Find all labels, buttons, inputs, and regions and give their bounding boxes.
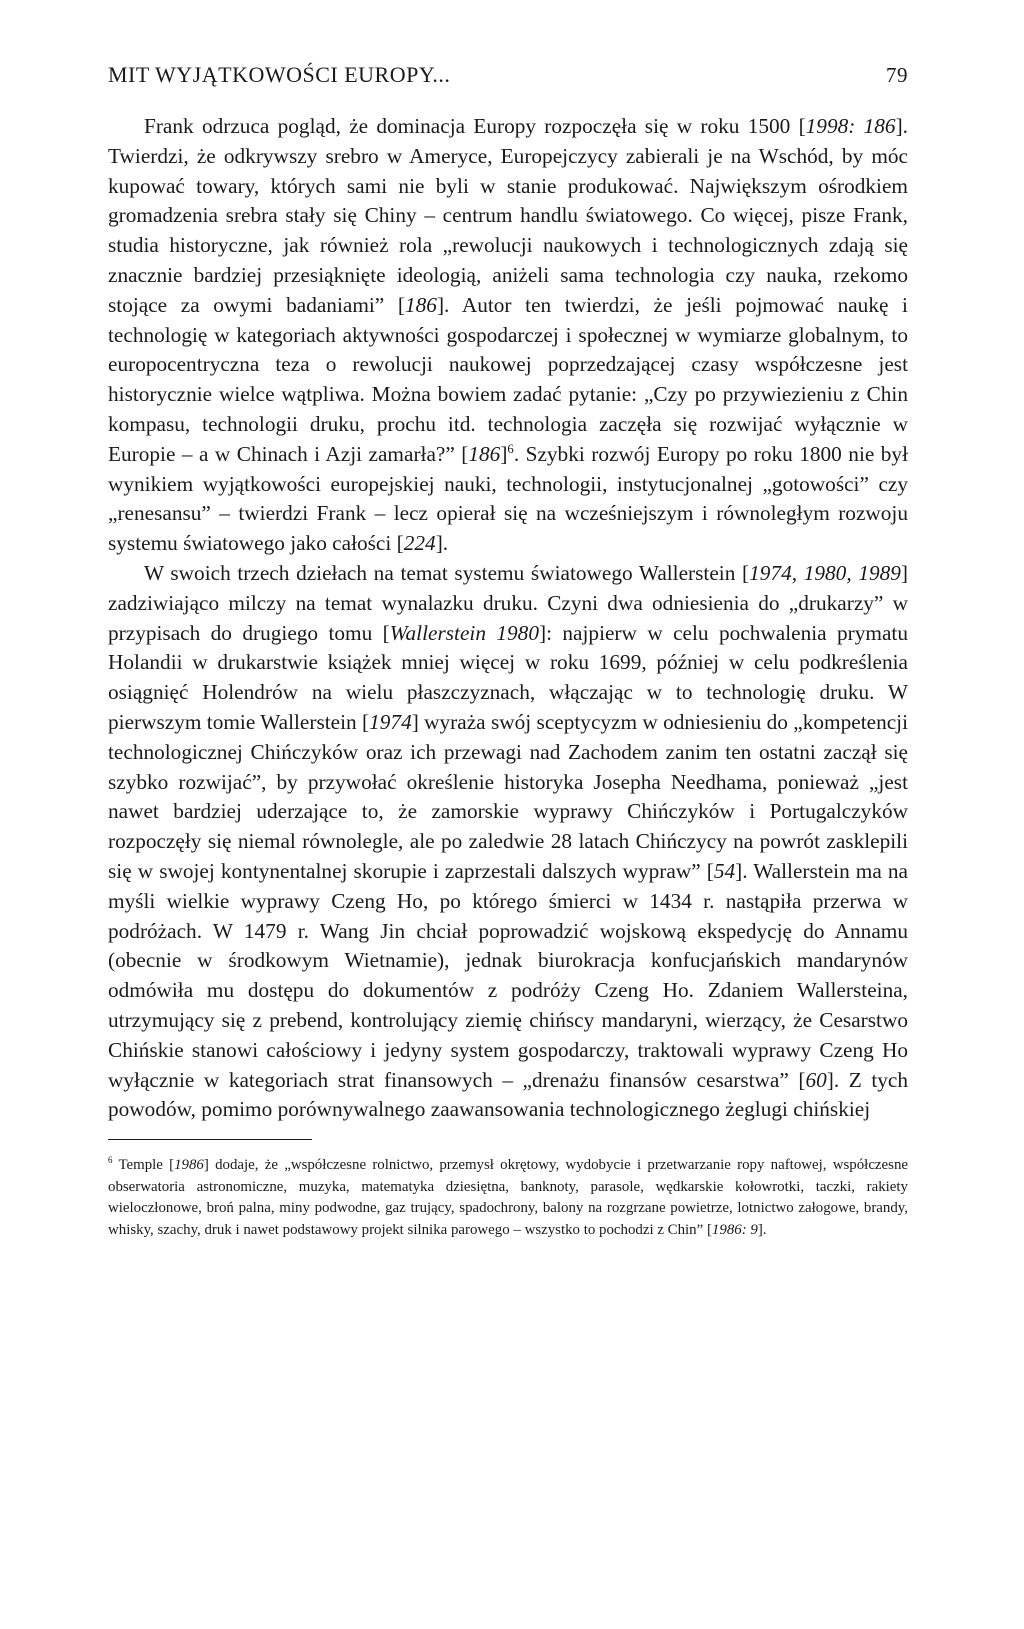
- text-run: ] wyraża swój sceptycyzm w odniesieniu do „kompetencji technologicznej Chińczyków oraz ich przewagi nad Zachodem zanim ten ostatni zaczął się szybko rozwijać”, by przywołać określenie historyka Josepha Needhama, ponieważ „jest nawet bardziej uderzające to, że zamorskie wyprawy Chińczyków i Portugalczyków rozpoczęły się niemal równolegle, ale po zaledwie 28 latach Chińczycy na powrót zasklepili się w swojej kontynentalnej skorupie i zaprzestali dalszych wypraw” [: [108, 709, 908, 883]
- citation-reference: 1974: [369, 709, 412, 734]
- footnote-marker: 6: [108, 1155, 113, 1166]
- page-number: 79: [886, 63, 908, 87]
- body-text: [108, 112, 908, 1125]
- text-run: ] zadziwiająco milczy na temat wynalazku druku. Czyni dwa odniesienia do „drukarzy” w przypisach do drugiego tomu [: [108, 560, 909, 645]
- book-page: [108, 62, 908, 1256]
- text-run: Temple [: [112, 1156, 175, 1173]
- text-run: ]: [500, 441, 508, 466]
- running-title: MIT WYJĄTKOWOŚCI EUROPY...: [108, 62, 451, 87]
- citation-reference: 54: [713, 858, 736, 883]
- citation-reference: 186: [405, 292, 437, 317]
- text-run: ]. Wallerstein ma na myśli wielkie wyprawy Czeng Ho, po którego śmierci w 1434 r. nastąpiła przerwa w podróżach. W 1479 r. Wang Jin chciał poprowadzić wojskową ekspedycję do Annamu (obecnie w środkowym Wietnamie), jednak biurokracja konfucjańskich mandarynów odmówiła mu dostępu do dokumentów z podróży Czeng Ho. Zdaniem Wallersteina, utrzymujący się z prebend, kontrolujący ziemię chińscy mandaryni, wierzący, że Cesarstwo Chińskie stanowi całościowy i jedyny system gospodarczy, traktowali wyprawy Czeng Ho wyłącznie w kategoriach strat finansowych – „drenażu finansów cesarstwa” [: [108, 858, 908, 1092]
- text-run: . Szybki rozwój Europy po roku 1800 nie był wynikiem wyjątkowości europejskiej nauki, technologii, instytucjonalnej „gotowości” czy „renesansu” – twierdzi Frank – lecz opierał się na wcześniejszym i równoległym rozwoju systemu światowego jako całości [: [108, 441, 908, 556]
- paragraph: [108, 559, 908, 1125]
- text-run: ] dodaje, że „współczesne rolnictwo, przemysł okrętowy, wydobycie i przetwarzanie ropy naftowej, współczesne obserwatoria astronomiczne, muzyka, matematyka dziesiętna, banknoty, parasole, wędkarskie kołowrotki, taczki, rakiety wieloczłonowe, broń palna, miny podwodne, gaz trujący, spadochrony, balony na rozgrzane powietrze, lotnictwo załogowe, brandy, whisky, szachy, druk i nawet podstawowy projekt silnika parowego – wszystko to pochodzi z Chin” [: [108, 1156, 908, 1238]
- citation-reference: 186: [468, 441, 501, 466]
- footnote-marker: 6: [507, 441, 514, 456]
- citation-reference: 1986: [174, 1156, 204, 1173]
- citation-reference: 1974, 1980, 1989: [749, 560, 901, 585]
- text-run: Frank odrzuca pogląd, że dominacja Europy rozpoczęła się w roku 1500 [: [144, 114, 806, 138]
- citation-reference: 60: [805, 1067, 827, 1092]
- citation-reference: Wallerstein 1980: [389, 620, 539, 645]
- citation-reference: 1998: 186: [805, 114, 896, 138]
- paragraph: [108, 112, 908, 559]
- running-header: [108, 62, 908, 88]
- text-run: ]: najpierw w celu pochwalenia prymatu Holandii w drukarstwie książek mniej więcej w roku 1699, później w celu podkreślenia osiągnięć Holendrów na wielu płaszczyznach, włączając w to technologię druku. W pierwszym tomie Wallerstein [: [108, 620, 908, 734]
- text-run: ].: [435, 531, 449, 556]
- text-run: ]. Z tych powodów, pomimo porównywalnego zaawansowania technologicznego żeglugi chińskiej: [108, 1067, 908, 1122]
- citation-reference: 1986: 9: [711, 1221, 758, 1238]
- citation-reference: 224: [403, 531, 436, 556]
- text-run: ].: [757, 1221, 767, 1238]
- text-run: W swoich trzech dziełach na temat systemu światowego Wallerstein [: [144, 560, 750, 585]
- text-run: ]. Twierdzi, że odkrywszy srebro w Ameryce, Europejczycy zabierali je na Wschód, by móc kupować towary, których sami nie byli w stanie produkować. Największym ośrodkiem gromadzenia srebra stały się Chiny – centrum handlu światowego. Co więcej, pisze Frank, studia historyczne, jak również rola „rewolucji naukowych i technologicznych zdają się znacznie bardziej przesiąknięte ideologią, aniżeli sama technologia czy nauka, rzekomo stojące za owymi badaniami” [: [108, 114, 908, 317]
- footnote: [108, 1155, 908, 1241]
- text-run: ]. Autor ten twierdzi, że jeśli pojmować naukę i technologię w kategoriach aktywności gospodarczej i społecznej w wymiarze globalnym, to europocentryczna teza o rewolucji naukowej poprzedzającej czasy współczesne jest historycznie wielce wątpliwa. Można bowiem zadać pytanie: „Czy po przywiezieniu z Chin kompasu, technologii druku, prochu itd. technologia zaczęła się rozwijać wyłącznie w Europie – a w Chinach i Azji zamarła?” [: [108, 292, 908, 466]
- footnote-divider: [108, 1139, 312, 1140]
